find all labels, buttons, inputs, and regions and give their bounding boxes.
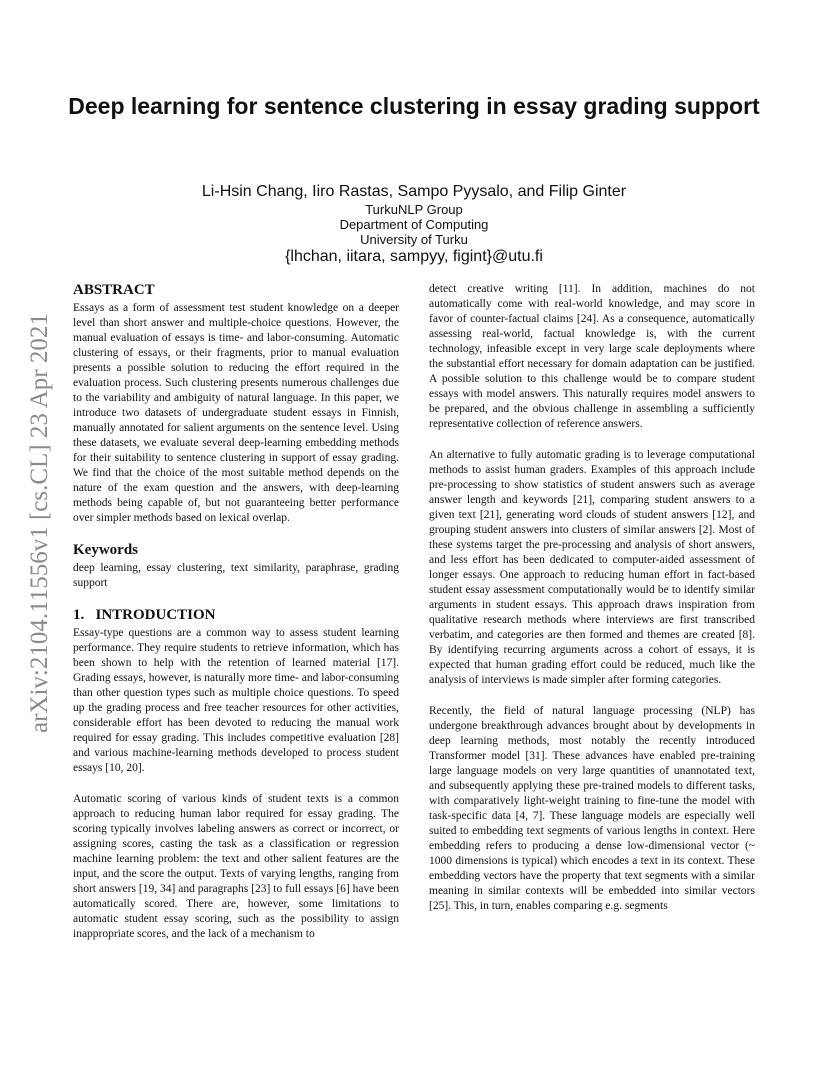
arxiv-stamp: arXiv:2104.11556v1 [cs.CL] 23 Apr 2021: [26, 313, 53, 733]
affiliation-university: University of Turku: [360, 232, 468, 247]
intro-paragraph-1: Essay-type questions are a common way to assess student learning performance. They require students to retrieve information, which has been shown to help with the retention of learned material [17]. Grading essays, however, is naturally more time- and labor-consuming than other question types such as multiple choice questions. To speed up the grading process and free teacher resources for other activities, considerable effort has been devoted to reducing the manual work required for essay grading. This includes competitive evaluation [28] and various machine-learning methods developed to process student essays [10, 20].: [73, 627, 399, 774]
affiliation-department: Department of Computing: [339, 217, 489, 232]
right-column: [429, 282, 755, 930]
intro-paragraph-2: Automatic scoring of various kinds of student texts is a common approach to reducing human labor required for essay grading. The scoring typically involves labeling answers as correct or incorrect, or assigning scores, casting the task as a classification or regression machine learning problem: the text and other salient features are the input, and the score the output. Texts of varying lengths, ranging from short answers [19, 34] and paragraphs [23] to full essays [6] have been automatically scored. There are, however, some limitations to automatic student essay scoring, such as the possibility to assign inappropriate scores, and the lack of a mechanism to: [73, 793, 399, 940]
right-paragraph-3: Recently, the field of natural language processing (NLP) has undergone breakthrough advances brought about by developments in deep learning methods, most notably the recently introduced Transformer model [31]. These advances have enabled pre-training large language models on very large quantities of unannotated text, and subsequently applying these pre-trained models to different tasks, with comparatively light-weight training to fine-tune the model with task-specific data [4, 7]. These language models are especially well suited to embedding text segments of various lengths in context. Here embedding refers to producing a dense low-dimensional vector (~ 1000 dimensions is typical) which encodes a text in its context. These embedding vectors have the property that text segments with a similar meaning in similar contexts will be embedded into similar vectors [25]. This, in turn, enables comparing e.g. segments: [429, 705, 755, 912]
abstract-heading: ABSTRACT: [73, 282, 155, 298]
affiliation-group: TurkuNLP Group: [365, 202, 463, 217]
right-paragraph-1: detect creative writing [11]. In addition, machines do not automatically come with real-world knowledge, and may score in favor of counter-factual claims [24]. As a consequence, automatically assessing real-world, factual knowledge is, with the current technology, infeasible except in very large scale deployments where the substantial effort necessary for domain adaptation can be justified. A possible solution to this challenge would be to compare student essays with model answers. This naturally requires model answers to be prepared, and the obvious challenge in assembling a sufficiently representative collection of reference answers.: [429, 283, 755, 430]
introduction-heading: 1. INTRODUCTION: [73, 607, 216, 623]
keywords-text: deep learning, essay clustering, text similarity, paraphrase, grading support: [73, 562, 399, 589]
author-block: [60, 182, 768, 267]
author-emails: {lhchan, iitara, sampyy, figint}@utu.fi: [285, 248, 543, 265]
author-names: Li-Hsin Chang, Iiro Rastas, Sampo Pyysalo, and Filip Ginter: [201, 183, 627, 200]
right-paragraph-2: An alternative to fully automatic grading is to leverage computational methods to assist human graders. Examples of this approach include pre-processing to show statistics of student answers such as average answer length and keywords [21], comparing student answers to a given text [21], generating word clouds of student answers [12], and grouping student answers into clusters of similar answers [2]. Most of these systems target the pre-processing and analysis of short answers, and less effort has been dedicated to computer-aided assessment of longer essays. One approach to reducing human effort in fact-based student essay assessment computationally would be to identify similar arguments in student essays. This approach draws inspiration from qualitative research methods where interviews are first transcribed verbatim, and categories are then formed and themes are created [8]. By identifying recurring arguments across a cohort of essays, it is expected that human grading effort could be reduced, much like the analysis of interviews is made simpler after forming categories.: [429, 449, 755, 686]
keywords-heading: Keywords: [73, 542, 138, 558]
paper-title: Deep learning for sentence clustering in essay grading support: [68, 93, 760, 119]
left-column: [73, 282, 399, 958]
abstract-text: Essays as a form of assessment test student knowledge on a deeper level than short answer and multiple-choice questions. However, the manual evaluation of essays is time- and labor-consuming. Automatic clustering of essays, or their fragments, prior to manual evaluation presents a possible solution to reducing the effort required in the evaluation process. Such clustering presents numerous challenges due to the variability and ambiguity of natural language. In this paper, we introduce two datasets of undergraduate student essays in Finnish, manually annotated for salient arguments on the sentence level. Using these datasets, we evaluate several deep-learning embedding methods for their suitability to sentence clustering in support of essay grading. We find that the choice of the most suitable method depends on the nature of the exam question and the answers, with deep-learning methods being capable of, but not guaranteeing better performance over simpler methods based on lexical overlap.: [73, 302, 399, 524]
